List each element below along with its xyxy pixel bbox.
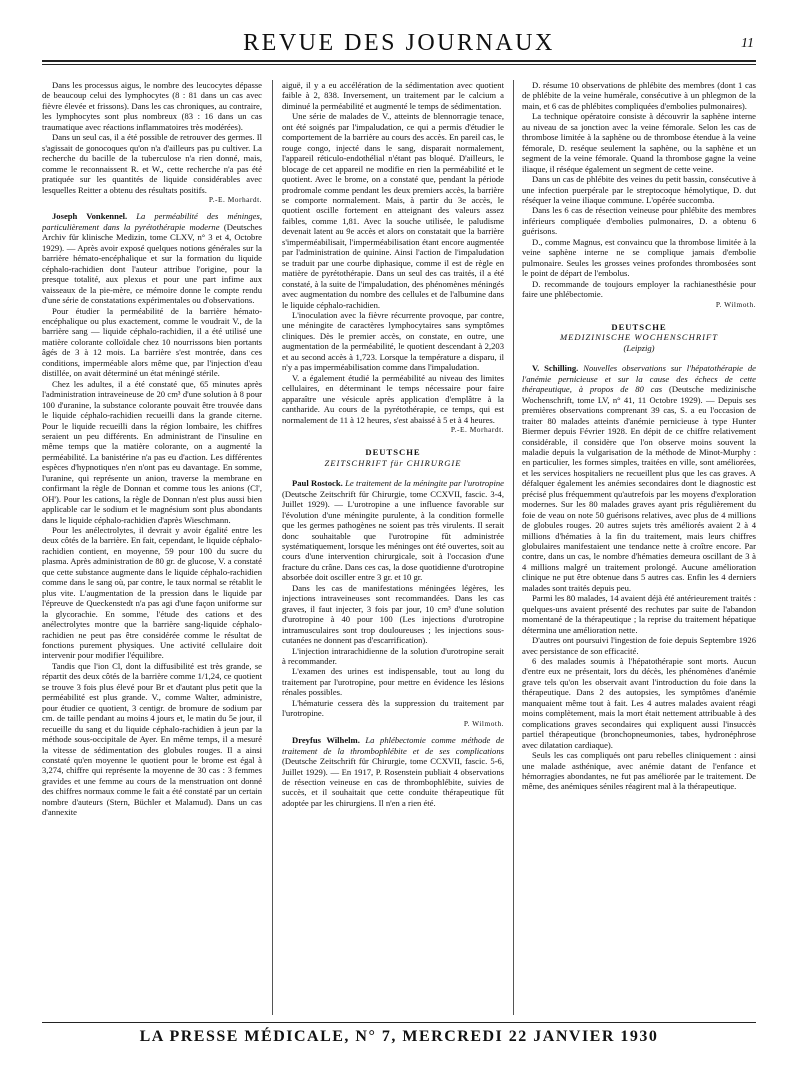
footer-rule bbox=[42, 1022, 756, 1023]
article-title: La perméabilité des méninges, particulièrement dans la pyrétothérapie moderne bbox=[42, 211, 262, 232]
article-title: La phlébectomie comme méthode de traitement de la thrombophlébite et de ses complications bbox=[282, 735, 504, 756]
paragraph: Dans un seul cas, il a été possible de retrouver des germes. Il s'agissait de gonocoques qu'on n'a d'ailleurs pas pu cultiver. La recherche du bacille de la tuberculose n'a rien donné, mais, comme le reconnaissent R. et W., cette recherche n'a pas été pratiquée sur les quantités de liquide considérables avec lesquelles Reitter a obtenu des résultats positifs. bbox=[42, 132, 262, 195]
paragraph: aiguë, il y a eu accélération de la sédimentation avec quotient faible à 2, 838. Inversement, un traitement par le calcium a diminué la perméabilité et augmenté le temps de sédimentation. bbox=[282, 80, 504, 111]
journal-subtitle: MEDIZINISCHE WOCHENSCHRIFT bbox=[559, 332, 718, 343]
article-heading bbox=[282, 735, 504, 808]
journal-heading bbox=[282, 447, 504, 468]
journal-name: DEUTSCHE bbox=[365, 447, 421, 458]
article-title: Nouvelles observations sur l'hépatothérapie de l'anémie pernicieuse et sur la cause des échecs de cette thérapeutique, à propos de 80 cas bbox=[522, 363, 756, 395]
paragraph: Une série de malades de V., atteints de blennorragie tenace, ont été soignés par l'impaludation, ce qui a permis d'étudier le comportement de la barrière au cours des accès. En pareil cas, le rouge congo, injecté dans le sang, disparait normalement, l'appareil réticulo-endothélial n'étant pas bloqué. D'ailleurs, le blocage de cet appareil ne modifie en rien la perméabilité et le quotient. Avec le brome, on a constaté que, pendant la période prodromale comme pendant les deux premiers accès, la barrière se comporte normalement. Mais, à partir du 3e accès, le quotient oscille fortement en atteignant des valeurs assez faibles, comme 1,81. Avec la souche utilisée, le paludisme devenait latent au 9e accès et alors on constatait que la barrière s'imperméabilisait, l'imperméabilisation étant encore augmentée par l'administration de quinine. Ainsi l'action de l'impaludation se traduit par une courbe diphasique, comme il est de règle en matière de pyrétothérapie. Dans un seul des cas traités, il a été constaté, à la suite de l'impaludation, des phénomènes méningés avec augmentation du nombre des cellules et de l'albumine dans le liquide céphalo-rachidien. bbox=[282, 111, 504, 310]
article-author: Joseph Vonkennel. bbox=[52, 211, 128, 222]
paragraph: Dans les processus aigus, le nombre des leucocytes dépasse de beaucoup celui des lymphocytes (8 : 81 dans un cas avec fièvre élevée et frissons). Dans les cas chroniques, au contraire, les lymphocytes sont plus nombreux (83 : 16 dans un cas traumatique avec réactions inflammatoires très modérées). bbox=[42, 80, 262, 132]
header-rule-thin bbox=[42, 64, 756, 65]
paragraph: L'hématurie cessera dès la suppression du traitement par l'urotropine. bbox=[282, 697, 504, 719]
header-rule bbox=[42, 60, 756, 62]
article-heading bbox=[42, 211, 262, 305]
paragraph: L'injection intrarachidienne de la solution d'urotropine serait à recommander. bbox=[282, 645, 504, 667]
running-footer: LA PRESSE MÉDICALE, N° 7, MERCREDI 22 JANVIER 1930 bbox=[139, 1028, 659, 1045]
article-source: (Deutsche medizinische Wochenschrift, tome LV, n° 41, 11 Octobre 1929). — Depuis ses premières observations comprenant 39 cas, S. a eu l'occasion de traiter 80 malades atteints d'anémie pernicieuse à type Hunter Biermer depuis Février 1928. En dépit de ce chiffre relativement considérable, il considère que l'on observe moins souvent la maladie depuis la vulgarisation de la méthode de Minot-Murphy : en particulier, les formes simples, traitées en ville, sont améliorées, et les services hospitaliers ne recueillent plus que les cas graves. A défalquer également les anémies secondaires dont le diagnostic est précisé plus fréquemment qu'autrefois par les moyens d'exploration modernes. Sur les 80 malades graves ayant pris régulièrement du foie de veau on note 50 guérisons relatives, avec plus de 4 millions de globules rouges. 20 autres sujets très améliorés avaient 2 à 4 millions d'hématies à la fin du traitement, mais leurs chiffres globulaires manifestaient une tendance nette à croître encore. Par contre, dans un cas, le nombre d'hématies demeura oscillant de 3 à 4 millions malgré un traitement prolongé. Aucune amélioration clinique ne put être obtenue dans 5 autres cas. Enfin les 4 derniers malades sont traités depuis peu. bbox=[522, 384, 756, 593]
article-source: (Deutsche Zeitschrift für Chirurgie, tome CCXVII, fascic. 5-6, Juillet 1929). — En 1917, P. Rosenstein publiait 4 observations de résection veineuse en cas de thrombophlébite, suivies de succès, et il souhaitait que cette conduite thérapeutique fût adoptée par les chirurgiens. Il n'en a rien été. bbox=[282, 756, 504, 808]
paragraph: D. recommande de toujours employer la rachianesthésie pour faire une phlébectomie. bbox=[522, 278, 756, 300]
journal-city: (Leipzig) bbox=[623, 342, 655, 353]
paragraph: 6 des malades soumis à l'hépatothérapie sont morts. Aucun d'entre eux ne présentait, lors du décès, les phénomènes d'anémie grave tels qu'on les observait avant l'introduction du foie dans la thérapeutique. Dans 2 des autopsies, les symptômes d'anémie manquaient même tout à fait. Les 4 autres malades avaient réagi moins complètement, mais la mort était nettement attribuable à des complications graves secondaires qui expliquent aussi l'insuccès partiel thérapeutique (bronchopneumonies, tabes, hydronéphrose avec dilatation cardiaque). bbox=[522, 656, 756, 750]
article-source: (Deutsche Zeitschrift für Chirurgie, tome CCXVII, fascic. 3-4, Juillet 1929). — L'urotropine a une influence favorable sur l'évolution d'une méningite purulente, à la condition formelle que les germes pathogènes ne soient pas très virulents. Il serait donc souhaitable que l'urotropine fût administrée systématiquement, lorsque les méninges ont été ouvertes, soit au cours d'une intervention chirurgicale, soit à l'occasion d'une fracture du crâne. Dans ces cas, la dose quotidienne d'urotropine absorbée doit osciller entre 3 gr. et 10 gr. bbox=[282, 488, 504, 583]
journal-section-title: REVUE DES JOURNAUX bbox=[243, 30, 555, 56]
column-left bbox=[42, 80, 262, 1020]
running-header bbox=[42, 30, 756, 60]
journal-heading bbox=[522, 322, 756, 353]
article-author: Paul Rostock. bbox=[292, 478, 343, 489]
author-signature: P. Wilmoth. bbox=[463, 718, 504, 728]
article-heading bbox=[282, 478, 504, 583]
column-divider bbox=[272, 80, 273, 1015]
paragraph: Tandis que l'ion Cl, dont la diffusibilité est très grande, se répartit des deux côtés de la barrière comme 1/1,24, ce quotient se trouve 3 fois plus élevé pour Br et d'autant plus petit que la perméabilité est plus grande. V., comme Walter, administre, pour étudier ce quotient, 3 centigr. de bromure de sodium par cm. de taille pendant au moins 4 jours et, le matin du 5e jour, il recueille du sang et du liquide céphalo-rachidien à jeun par la méthode sous-occipitale de Ayer. En même temps, il a mesuré la vitesse de sédimentation des globules rouges. Il a ainsi constaté qu'en moyenne le quotient pour le brome est égal à 3,274, chiffre qui représente la moyenne de 30 cas : 3 femmes gravides et une femme au cours de la menstruation ont donné des chiffres normaux comme le fait a été constaté par un certain nombre d'auteurs (Stern, Büchler et Malamud). Dans un cas d'annexite bbox=[42, 660, 262, 818]
column-right bbox=[522, 80, 756, 1020]
article-author: V. Schilling. bbox=[532, 363, 579, 374]
paragraph: V. a également étudié la perméabilité au niveau des limites cellulaires, en déterminant le temps nécessaire pour faire apparaître une vésicule après application d'emplâtre à la cantharide. Au cours de la pyrétothérapie, ce temps, qui est normalement de 11 à 12 heures, s'est abaissé à 5 et à 4 heures. bbox=[282, 372, 504, 425]
article-title: Le traitement de la méningite par l'urotropine bbox=[345, 478, 504, 489]
paragraph: D'autres ont poursuivi l'ingestion de foie depuis Septembre 1926 avec persistance de son efficacité. bbox=[522, 635, 756, 656]
paragraph: Pour étudier la perméabilité de la barrière hémato-encéphalique ou plus exactement, comme le voudrait V., de la barrière sang — liquide céphalo-rachidien, il a été utilisé une matière colorante colloïdale chez 10 nourrissons bien portants âgés de 3 à 12 mois. La barrière s'est montrée, dans ces conditions, imperméable alors même que, par l'injection d'eau distillée, on avait déterminé un état méningé stérile. bbox=[42, 305, 262, 379]
paragraph: L'inoculation avec la fièvre récurrente provoque, par contre, une méningite de caractères lymphocytaires sans symptômes cliniques. Dès le premier accès, on constate, en outre, une augmentation de la perméabilité, le quotient descendant à 2,203 et au second accès à 1,723. Lorsque la température a disparu, il n'y a pas imperméabilisation comme dans l'impaludation. bbox=[282, 309, 504, 373]
paragraph: Chez les adultes, il a été constaté que, 65 minutes après l'administration intraveineuse de 20 cm³ d'une solution à 8 pour 100 d'uranine, la substance colorante pouvait être trouvée dans le liquide céphalo-rachidien recueilli dans la grande citerne. Pour le liquide recueilli dans la région lombaire, les chiffres seraient un peu différents. En administrant de l'insuline en même temps que la matière colorante, on a augmenté la perméabilité. La banistérine n'a pas eu d'action. Les différentes espèces d'hypnotiques n'en n'ont pas eu davantage. En somme, l'uranine, qui représente un anion, traverse la membrane en confirmant la règle de Donnan et comme tous les anions (Cl', OH'). Pour les cations, la règle de Donnan n'est plus aussi bien applicable car le sodium et le magnésium sont plus abondants dans le liquide céphalo-rachidien d'après Wieschmann. bbox=[42, 378, 262, 525]
paragraph: Pour les anélectrolytes, il devrait y avoir égalité entre les deux côtés de la barrière. En fait, cependant, le liquide céphalo-rachidien contient, en moyenne, 59 pour 100 du sucre du plasma. Après administration de 80 gr. de glucose, V. a constaté que cette substance augmente dans le liquide céphalo-rachidien comme dans le sang où, par contre, le taux normal se rétablit le plus vite. L'augmentation de la pression dans le liquide par l'épreuve de Queckenstedt n'a pas agi d'une façon uniforme sur la glycorachie. En somme, l'étude des cations et des anélectrolytes montre que la barrière sang-liquide céphalo-rachidien ne peut pas être considérée comme le résultat de fonctions purement physiques. Une activité cellulaire doit intervenir pour modifier l'équilibre. bbox=[42, 525, 262, 661]
column-divider bbox=[513, 80, 514, 1015]
article-heading bbox=[522, 363, 756, 593]
paragraph: D., comme Magnus, est convaincu que la thrombose limitée à la veine saphène interne ne se complique jamais d'embolie pulmonaire. Seules les grosses veines profondes thrombosées sont le point de départ de l'embolus. bbox=[522, 236, 756, 279]
author-signature: P. Wilmoth. bbox=[715, 299, 756, 309]
paragraph: Dans les 6 cas de résection veineuse pour phlébite des membres inférieurs compliquée d'embolies pulmonaires, D. a obtenu 6 guérisons. bbox=[522, 205, 756, 237]
paragraph: Seuls les cas compliqués ont paru rebelles cliniquement : ainsi une malade asthénique, avec anémie datant de l'enfance et hémorragies abondantes, ne fut pas améliorée par le traitement. De même, des anémiques séniles réagirent mal à la thérapeutique. bbox=[522, 750, 756, 792]
author-signature: P.-E. Morhardt. bbox=[208, 194, 262, 204]
author-signature: P.-E. Morhardt. bbox=[450, 424, 504, 434]
paragraph: Dans un cas de phlébite des veines du petit bassin, consécutive à une infection puerpérale par le streptocoque hémolytique, D. dut réséquer la veine iliaque commune. L'opérée succomba. bbox=[522, 174, 756, 205]
journal-subtitle: ZEITSCHRIFT für CHIRURGIE bbox=[324, 457, 462, 468]
paragraph: Parmi les 80 malades, 14 avaient déjà été antérieurement traités : quelques-uns avaient présenté des rechutes par suite de l'abandon momentané de la thérapeutique ; la reprise du traitement hépatique détermina une amélioration nette. bbox=[522, 593, 756, 635]
article-source: (Deutsches Archiv für klinische Medizin, tome CLXV, n° 3 et 4, Octobre 1929). — Après avoir exposé quelques notions générales sur la barrière hémato-encéphalique et sur la formation du liquide céphalo-rachidien dont l'auteur attribue l'origine, pour la presque totalité, aux plexus et pour une part infime aux vaisseaux de la pie-mère, ce mémoire donne le compte rendu d'une série de constatations expérimentales ou d'observations. bbox=[42, 221, 262, 306]
article-author: Dreyfus Wilhelm. bbox=[292, 735, 360, 746]
paragraph: D. résume 10 observations de phlébite des membres (dont 1 cas de phlébite de la veine humérale, consécutive à un phlegmon de la main, et 6 cas de phlébites compliquées d'embolies pulmonaires). bbox=[522, 80, 756, 111]
journal-name: DEUTSCHE bbox=[611, 321, 667, 332]
paragraph: La technique opératoire consiste à découvrir la saphène interne au niveau de sa jonction avec la veine fémorale. Selon les cas de thrombose limitée à la saphène ou de thrombose étendue à la veine fémorale, D. reséque seulement la saphène, ou la saphène et un segment de la veine fémorale. Quand la thrombose gagne la veine iliaque, il réséque également un segment de cette veine. bbox=[522, 111, 756, 174]
paragraph: L'examen des urines est indispensable, tout au long du traitement par l'urotropine, pour mettre en évidence les lésions rénales possibles. bbox=[282, 666, 504, 698]
column-middle bbox=[282, 80, 504, 1020]
page-number: 11 bbox=[741, 36, 754, 51]
paragraph: Dans les cas de manifestations méningées légères, les injections intraveineuses sont recommandées. Dans les cas graves, il faut injecter, 3 fois par jour, 10 cm³ d'une solution d'urotropine à 40 pour 100 (Les injections d'urotropine intramusculaires sont trop douloureuses ; les injections sous-cutanées ne donnent pas d'escarrification). bbox=[282, 582, 504, 646]
